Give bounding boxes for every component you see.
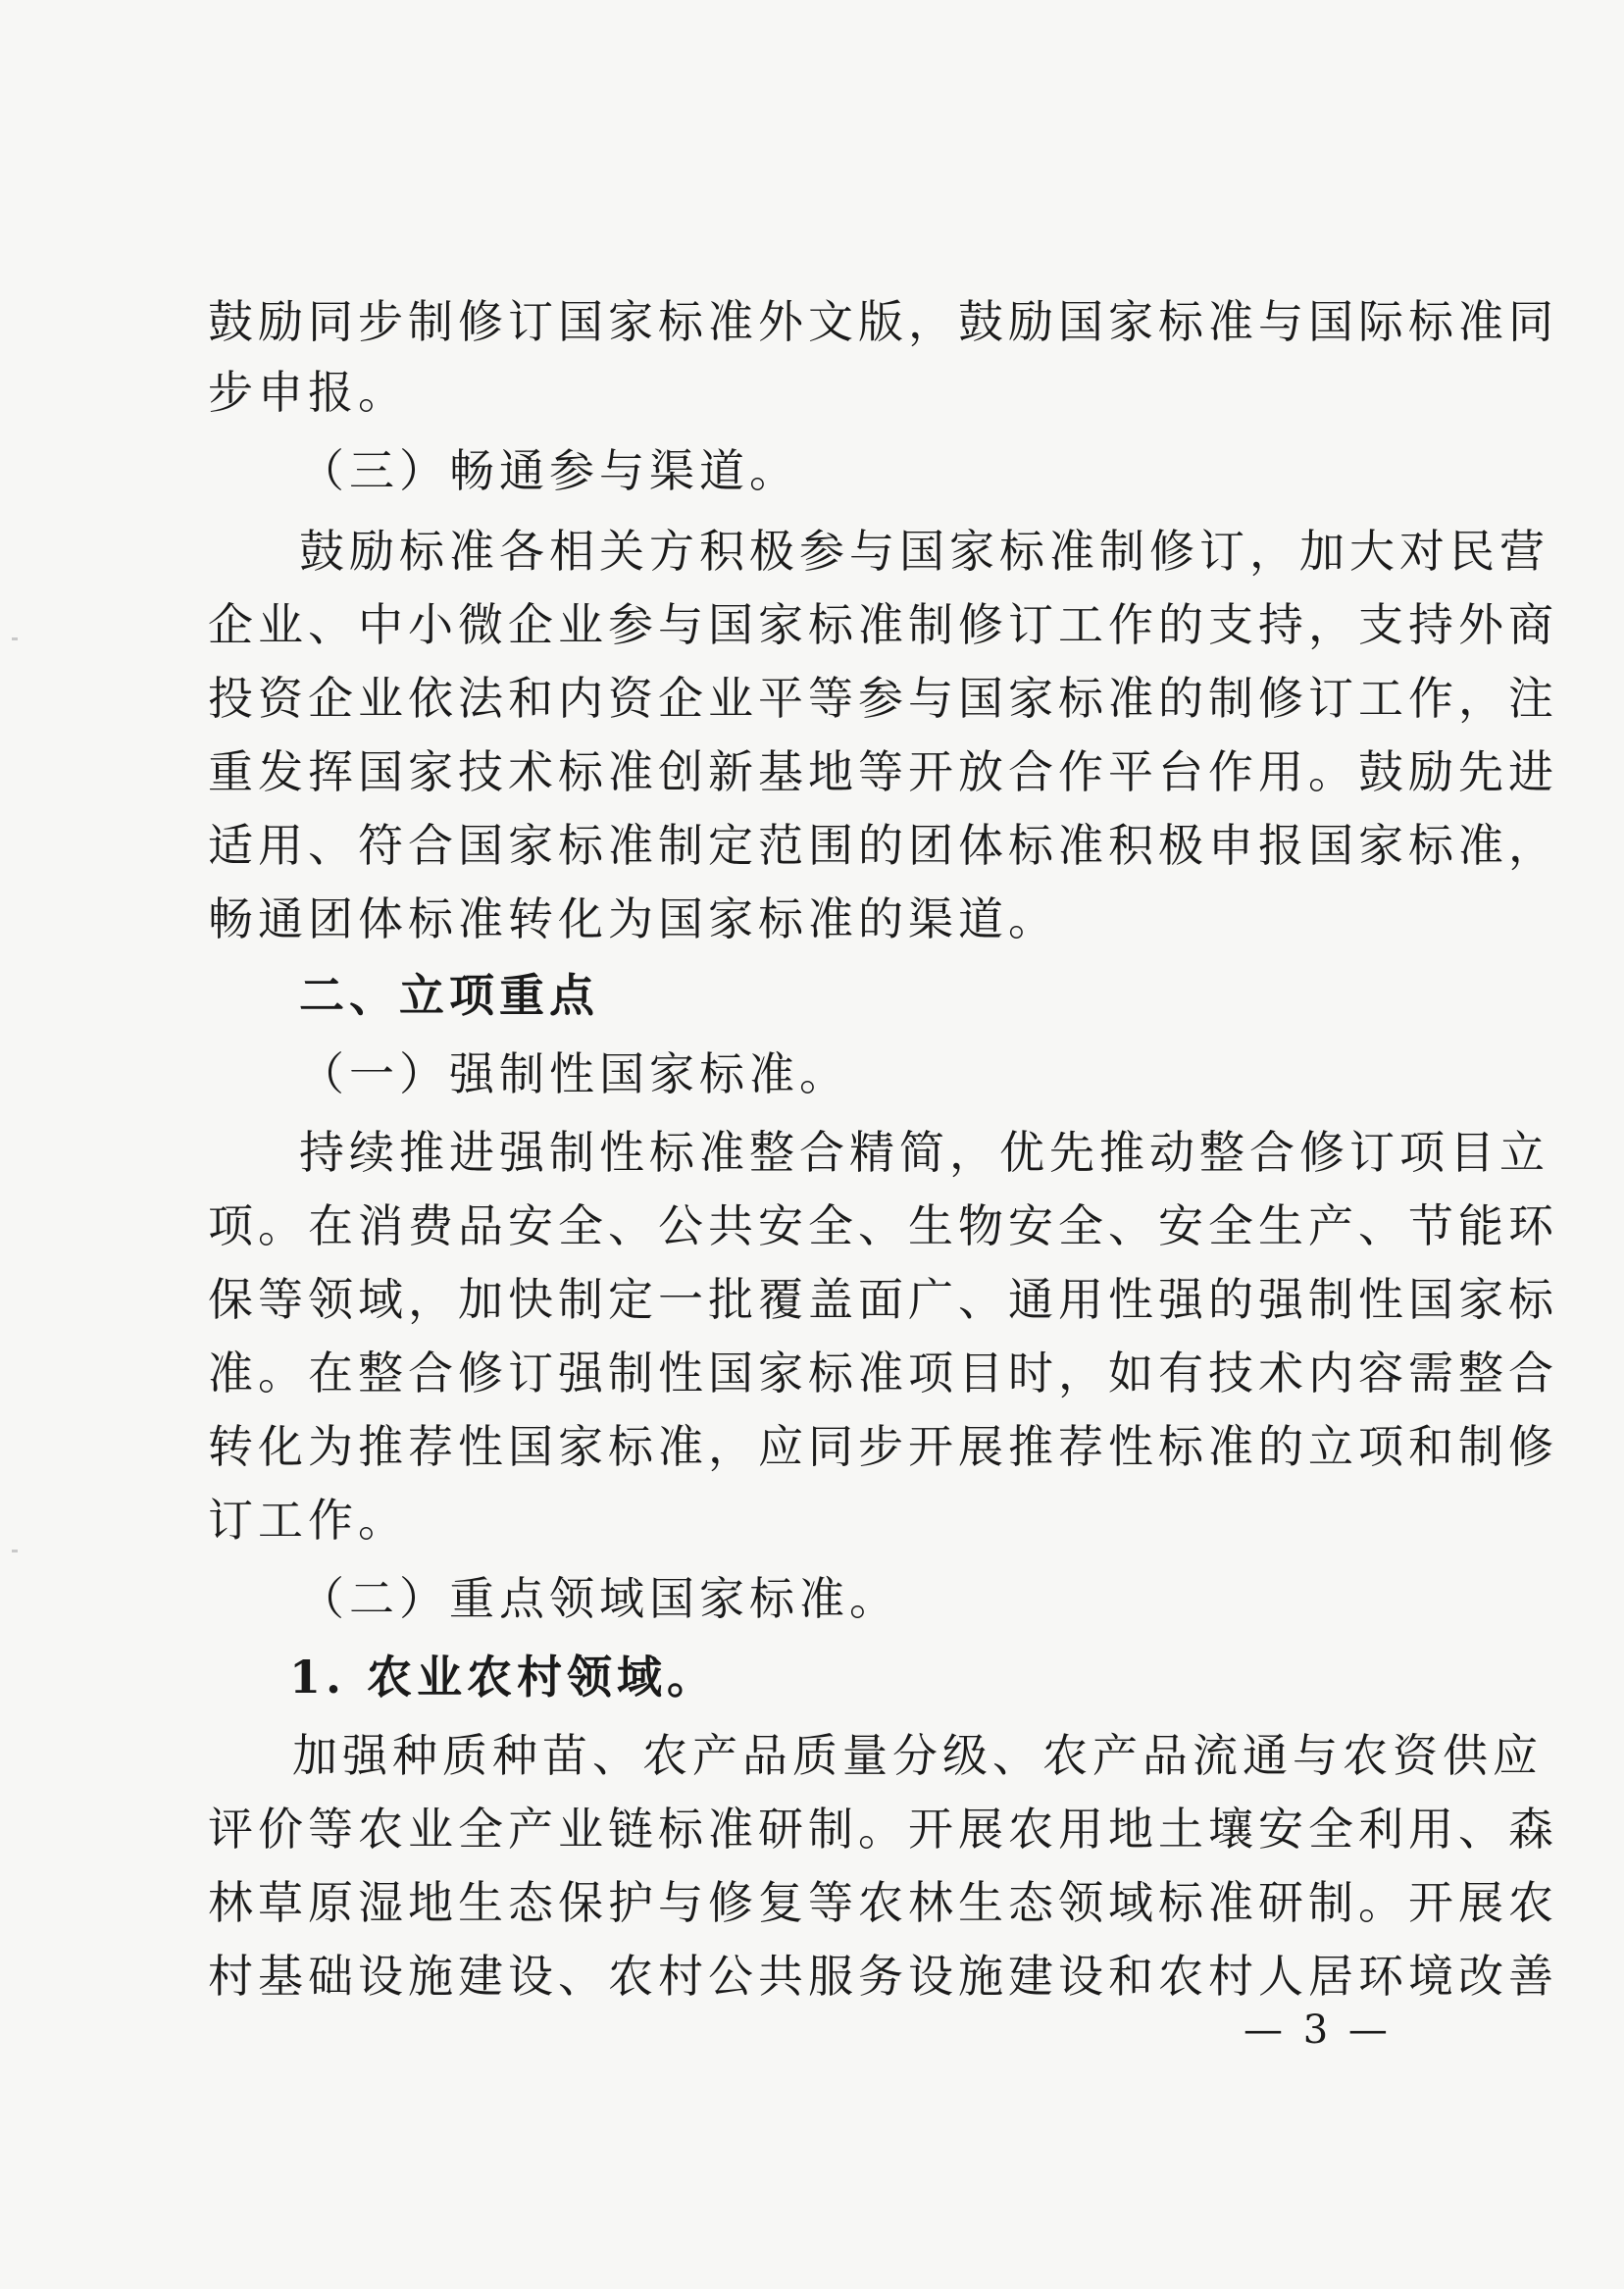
body-line: 持续推进强制性标准整合精简，优先推动整合修订项目立 [299, 1126, 1549, 1179]
body-line: 订工作。 [208, 1494, 408, 1547]
body-line: 重发挥国家技术标准创新基地等开放合作平台作用。鼓励先进 [208, 745, 1558, 798]
body-line: 加强种质种苗、农产品质量分级、农产品流通与农资供应 [292, 1729, 1543, 1782]
scan-mark [12, 637, 18, 640]
scan-mark [12, 1550, 18, 1552]
page-number: — 3 — [1243, 2008, 1392, 2053]
body-line: 适用、符合国家标准制定范围的团体标准积极申报国家标准， [208, 819, 1558, 872]
section-heading: （一）强制性国家标准。 [299, 1047, 849, 1100]
body-line: 项。在消费品安全、公共安全、生物安全、安全生产、节能环 [208, 1199, 1558, 1252]
body-line: 林草原湿地生态保护与修复等农林生态领域标准研制。开展农 [208, 1876, 1558, 1929]
body-line: 投资企业依法和内资企业平等参与国家标准的制修订工作，注 [208, 672, 1558, 725]
body-line: 鼓励标准各相关方积极参与国家标准制修订，加大对民营 [299, 525, 1549, 578]
chapter-heading: 二、立项重点 [299, 969, 599, 1022]
subsection-heading: 1. 农业农村领域。 [289, 1651, 718, 1704]
body-line: 村基础设施建设、农村公共服务设施建设和农村人居环境改善 [208, 1950, 1558, 2003]
body-line: 保等领域，加快制定一批覆盖面广、通用性强的强制性国家标 [208, 1273, 1558, 1326]
body-line: 畅通团体标准转化为国家标准的渠道。 [208, 892, 1058, 945]
body-line: 企业、中小微企业参与国家标准制修订工作的支持，支持外商 [208, 598, 1558, 651]
section-heading: （二）重点领域国家标准。 [299, 1572, 899, 1625]
body-line: 步申报。 [208, 366, 408, 419]
body-line: 转化为推荐性国家标准，应同步开展推荐性标准的立项和制修 [208, 1420, 1558, 1473]
section-heading: （三）畅通参与渠道。 [299, 444, 799, 497]
body-line: 评价等农业全产业链标准研制。开展农用地土壤安全利用、森 [208, 1803, 1558, 1856]
body-line: 准。在整合修订强制性国家标准项目时，如有技术内容需整合 [208, 1347, 1558, 1399]
body-line: 鼓励同步制修订国家标准外文版，鼓励国家标准与国际标准同 [208, 295, 1558, 348]
